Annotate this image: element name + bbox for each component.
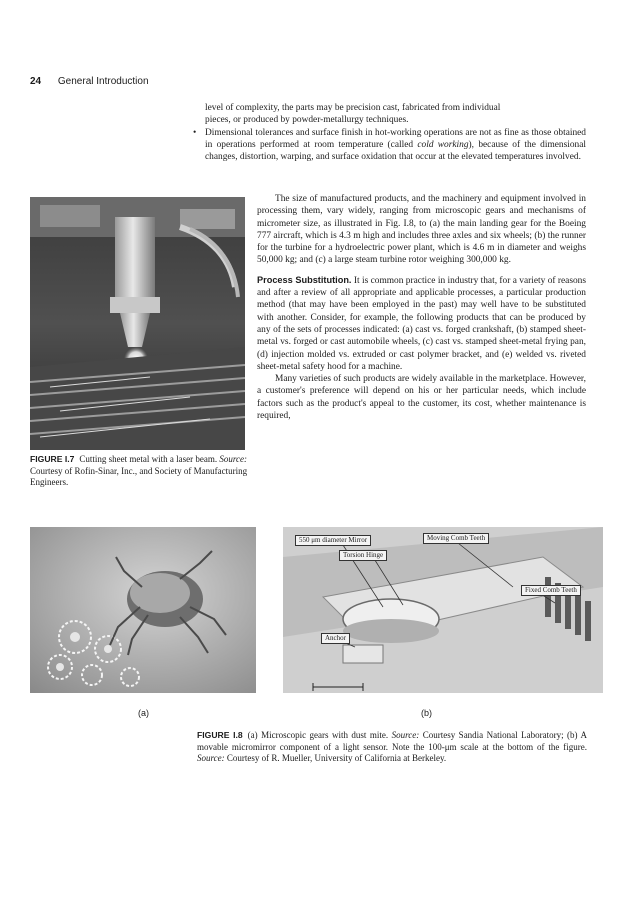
caption-text: Cutting sheet metal with a laser beam.	[79, 454, 220, 464]
source-label: Source:	[197, 753, 225, 763]
callout-anchor: Anchor	[321, 633, 350, 644]
figure-1-8-caption	[197, 730, 587, 765]
callout-mirror: 550 μm diameter Mirror	[295, 535, 371, 546]
caption-text: Courtesy of R. Mueller, University of California at Berkeley.	[224, 753, 447, 763]
figure-label: FIGURE I.7	[30, 454, 75, 464]
bullet-text: Dimensional tolerances and surface finish in hot-working operations are not as fine as those obtained in operations performed at room temperature (called	[205, 127, 586, 150]
page-number: 24	[30, 76, 42, 87]
bullet-text: ), because of the dimensional changes, distortion, warping, and surface oxidation that occur at the elevated temperatures involved.	[205, 139, 586, 163]
callout-torsion-hinge: Torsion Hinge	[339, 550, 387, 561]
paragraph: The size of manufactured products, and the machinery and equipment involved in processing them, vary widely, ranging from microscopic gears and mechanisms of micrometer size, as illustrated in Fig. I.8, to (a) the main landing gear for the Boeing 777 aircraft, which is 4.3 m high and includes three axles and six wheels; (b) the runner for the turbine for a hydroelectric power plant, which is 4.6 m in diameter and weighs 50,000 kg; and (c) a large steam turbine rotor weighing 300,000 kg.	[257, 194, 586, 266]
figure-1-7-photo	[30, 197, 245, 450]
running-title: General Introduction	[57, 76, 149, 87]
paragraph	[257, 274, 586, 373]
callout-moving-comb: Moving Comb Teeth	[423, 533, 489, 544]
subfigure-label-a: (a)	[138, 708, 149, 718]
source-label: Source:	[219, 454, 248, 464]
micromirror-image	[283, 527, 603, 693]
bullet-icon: •	[193, 127, 197, 138]
body-column	[257, 193, 586, 422]
source-label: Source:	[391, 730, 420, 740]
run-in-heading: Process Substitution.	[257, 274, 352, 285]
bullet-emphasis: cold working	[417, 139, 469, 150]
continued-line: pieces, or produced by powder-metallurgy techniques.	[205, 115, 409, 126]
subfigure-label-b: (b)	[421, 708, 432, 718]
paragraph-body: It is common practice in industry that, for a variety of reasons and after a review of all appropriate and applicable processes, a particular production method (that may have been employed in the past) may well have to be substituted with another. Consider, for example, the following products that can be produced by any of the sets of processes indicated: (a) cast vs. forged crankshaft, (b) stamped sheet-metal vs. forged or cast automobile wheels, (c) cast vs. stamped sheet-metal frying pan, (d) injection molded vs. extruded or cast polymer bracket, and (e) welded vs. riveted sheet-metal safety hood for a machine.	[257, 275, 586, 372]
figure-1-8a-photo	[30, 527, 256, 693]
bullet-section	[192, 102, 586, 163]
figure-label: FIGURE I.8	[197, 730, 243, 740]
continued-line: level of complexity, the parts may be precision cast, fabricated from individual	[205, 103, 501, 113]
micro-gears-image	[30, 527, 256, 693]
laser-cutting-image	[30, 197, 245, 450]
running-header	[30, 76, 149, 87]
figure-1-7-caption	[30, 454, 248, 489]
paragraph: Many varieties of such products are widely available in the marketplace. However, a customer's preference will depend on his or her particular needs, which include factors such as the product's appeal to the customer, its cost, whether maintenance is required,	[257, 374, 586, 422]
figure-1-8b-photo	[283, 527, 603, 693]
caption-text: Courtesy Sandia National Laboratory; (b) A movable micromirror component of a light sensor. Note the 100-μm scale at the bottom of the figure.	[197, 730, 587, 752]
callout-fixed-comb: Fixed Comb Teeth	[521, 585, 581, 596]
caption-text: Courtesy of Rofin-Sinar, Inc., and Society of Manufacturing Engineers.	[30, 465, 248, 487]
caption-text: (a) Microscopic gears with dust mite.	[247, 730, 392, 740]
bullet-item	[192, 127, 586, 164]
